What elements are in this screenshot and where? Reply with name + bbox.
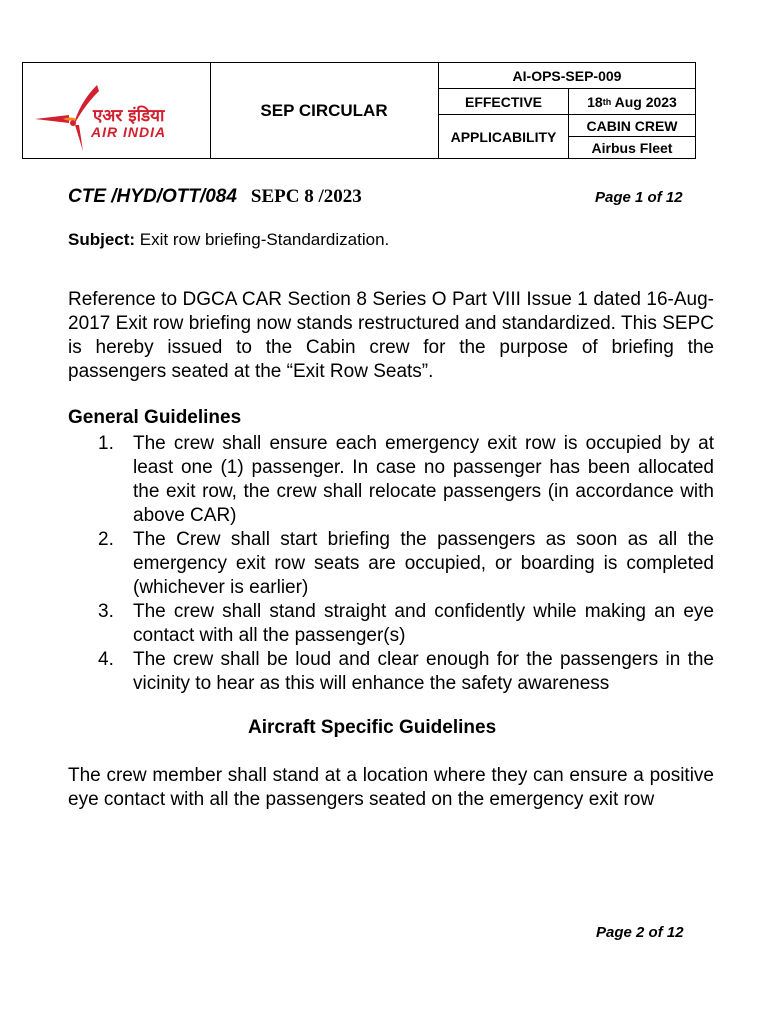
doc-code: AI-OPS-SEP-009 xyxy=(439,63,695,89)
effective-date xyxy=(569,89,695,115)
subject-line xyxy=(68,230,389,250)
list-number: 2. xyxy=(98,529,114,550)
effective-suffix: th xyxy=(602,96,612,107)
air-india-logo xyxy=(23,63,210,158)
list-item xyxy=(68,528,714,600)
subject-text: Exit row briefing-Standardization. xyxy=(135,230,390,249)
list-item xyxy=(68,432,714,528)
list-number: 1. xyxy=(98,433,114,454)
page-number-bottom: Page 2 of 12 xyxy=(596,924,684,941)
list-text: The crew shall stand straight and confidently while making an eye contact with all the passenger(s) xyxy=(133,601,714,646)
list-text: The Crew shall start briefing the passengers as soon as all the emergency exit row seats are occupied, or boarding is completed (whichever is earlier) xyxy=(133,529,714,598)
list-text: The crew shall ensure each emergency exit row is occupied by at least one (1) passenger. In case no passenger has been allocated the exit row, the crew shall relocate passengers (in accordance with above CAR) xyxy=(133,433,714,526)
list-number: 3. xyxy=(98,601,114,622)
logo-swan-icon xyxy=(35,85,99,151)
reference-code: CTE /HYD/OTT/084 xyxy=(68,186,237,207)
subject-label: Subject: xyxy=(68,230,136,249)
aircraft-guidelines-heading: Aircraft Specific Guidelines xyxy=(248,717,497,738)
general-guidelines-heading: General Guidelines xyxy=(68,407,242,428)
applicability-fleet: Airbus Fleet xyxy=(591,139,673,156)
reference-line xyxy=(68,186,362,208)
logo-english-text: AIR INDIA xyxy=(91,124,167,140)
list-item xyxy=(68,648,714,696)
page-number-top: Page 1 of 12 xyxy=(595,189,683,206)
header-table xyxy=(22,62,696,159)
list-item xyxy=(68,600,714,648)
effective-day: 18 xyxy=(587,93,603,110)
effective-label: EFFECTIVE xyxy=(439,89,569,115)
list-text: The crew shall be loud and clear enough for the passengers in the vicinity to hear as this will enhance the safety awareness xyxy=(133,649,714,694)
doc-info xyxy=(439,63,695,158)
circular-title: SEP CIRCULAR xyxy=(210,63,439,158)
intro-paragraph: Reference to DGCA CAR Section 8 Series O Part VIII Issue 1 dated 16-Aug-2017 Exit row briefing now stands restructured and standardized. This SEPC is hereby issued to the Cabin crew for the purpose of briefing the passengers seated at the “Exit Row Seats”. xyxy=(68,289,714,382)
applicability-label: APPLICABILITY xyxy=(439,115,569,158)
sepc-number: SEPC 8 /2023 xyxy=(250,186,362,207)
effective-rest: Aug 2023 xyxy=(611,93,677,110)
general-guidelines-list xyxy=(68,432,714,696)
logo-cell xyxy=(23,63,211,158)
logo-hindi-text: एअर इंडिया xyxy=(93,106,165,126)
aircraft-guidelines-text: The crew member shall stand at a location where they can ensure a positive eye contact with all the passengers seated on the emergency exit row xyxy=(68,765,714,810)
list-number: 4. xyxy=(98,649,114,670)
applicability-crew: CABIN CREW xyxy=(569,115,695,137)
